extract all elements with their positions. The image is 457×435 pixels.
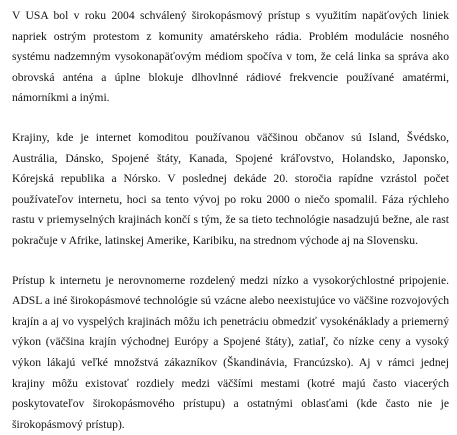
text-line: námorníkmi a inými. — [12, 91, 110, 105]
text-line: Krajiny, kde je internet komoditou používanou väčšinou občanov sú Island, Švédsko, — [12, 130, 449, 144]
text-line: ADSL a iné širokopásmové technológie sú vzácne alebo neexistujúce vo väčšine rozvojových — [12, 294, 449, 308]
text-line: krajiny môžu existovať rozdiely medzi väčšími mestami (kotré majú často viacerých — [12, 376, 449, 390]
paragraph-gap — [12, 109, 449, 128]
text-line: poskytovateľov širokopásmového prístupu) a ostatnými oblasťami (kde často nie je — [12, 397, 449, 411]
paragraph-broadband-powerline — [12, 6, 449, 109]
text-line: Kórejská republika a Nórsko. V poslednej dekáde 20. storočia rapídne vzrástol počet — [12, 172, 449, 186]
text-line: výkon lákajú veľké množstvá zákazníkov (Škandinávia, Francúzsko). Aj v rámci jednej — [12, 355, 449, 369]
text-line: napriek ostrým protestom z komunity amatérskeho rádia. Problém modulácie nosného — [12, 29, 449, 43]
text-line: krajín a aj vo vyspelých krajinách môžu ich penetráciu obmedziť vysokénáklady a priemerný — [12, 314, 449, 328]
paragraph-gap — [12, 252, 449, 271]
text-line: širokopásmový prístup). — [12, 417, 125, 431]
text-line: rastu v priemyselných krajinách končí s tým, že sa tieto technológie nasadzujú bežne, ale rast — [12, 213, 449, 227]
text-line: systému nadzemným vysokonapäťovým médiom spočíva v tom, že celá linka sa správa ako — [12, 50, 449, 64]
text-line: pokračuje v Afrike, latinskej Amerike, Karibiku, na strednom východe aj na Slovensku. — [12, 233, 419, 247]
text-line: Austrália, Dánsko, Spojené štáty, Kanada, Spojené kráľovstvo, Holandsko, Japonsko, — [12, 151, 449, 165]
text-line: V USA bol v roku 2004 schválený širokopásmový prístup s využitím napäťových liniek — [12, 9, 449, 22]
document-body — [12, 6, 449, 435]
paragraph-internet-countries — [12, 128, 449, 252]
text-line: výkon (väčšina krajín východnej Európy a Spojené štáty), zatiaľ, čo nízke ceny a vysoký — [12, 335, 449, 349]
text-line: používateľov internetu, hoci sa tento vývoj po roku 2000 o niečo spomalil. Fáza rýchleho — [12, 192, 449, 206]
paragraph-internet-access — [12, 271, 449, 435]
text-line: Prístup k internetu je nerovnomerne rozdelený medzi nízko a vysokorýchlostné pripojenie. — [12, 273, 449, 287]
text-line: obrovská anténa a úplne blokuje dlhovlnné rádiové frekvencie používané amatérmi, — [12, 70, 449, 84]
